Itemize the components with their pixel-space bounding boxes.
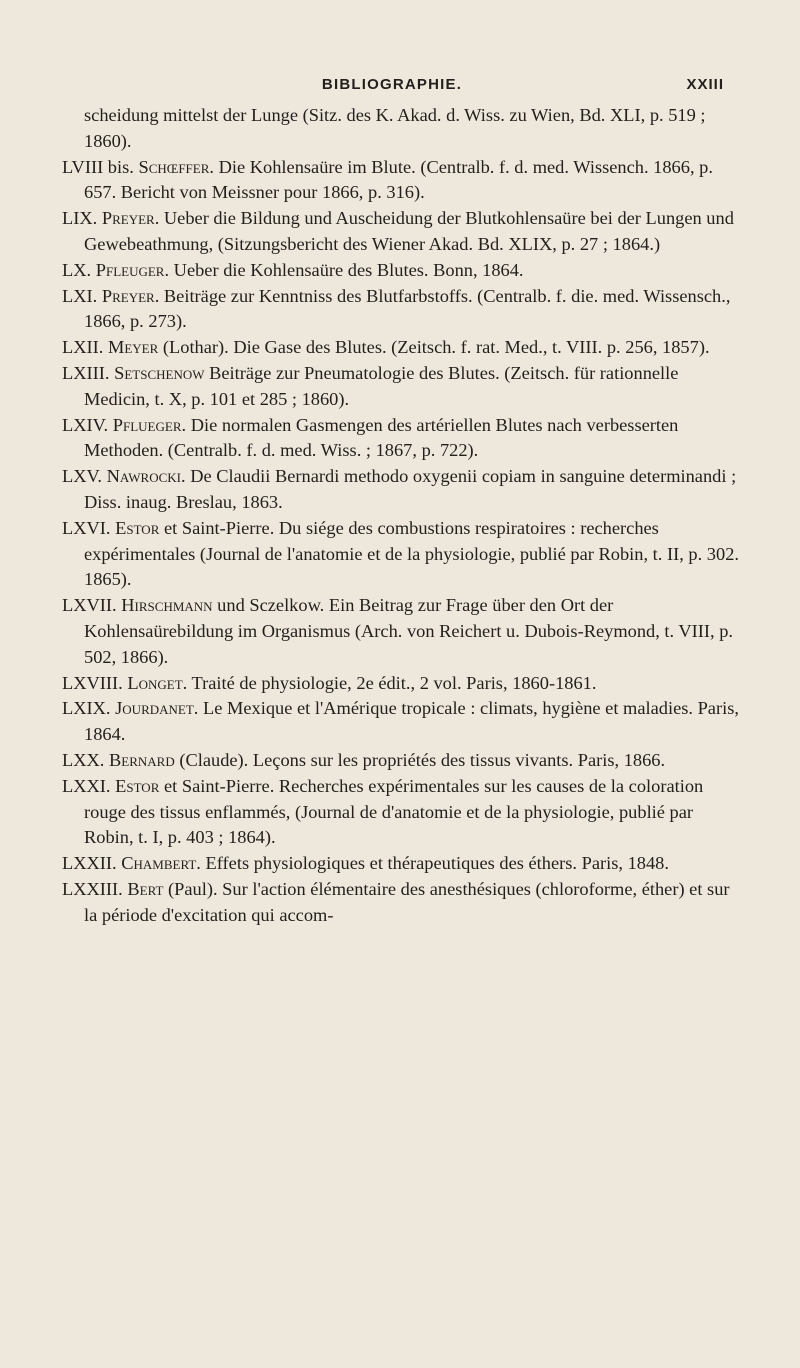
entry-id: LVIII bis. — [62, 156, 134, 177]
entry-id: LXI. — [62, 285, 98, 306]
entry-text: et Saint-Pierre. Du siége des combustions respiratoires : recherches expérimentales (Journal de l'anatomie et de la physiologie, publié par Robin, t. II, p. 302. 1865). — [84, 517, 739, 590]
entry-id: LXXI. — [62, 775, 111, 796]
entry-id: LIX. — [62, 208, 98, 229]
entry-lxiv — [62, 413, 740, 465]
entry-lxix — [62, 696, 740, 748]
entry-lxv — [62, 464, 740, 516]
running-header — [60, 76, 724, 102]
running-title: BIBLIOGRAPHIE. — [321, 76, 463, 93]
page-number: XXIII — [686, 76, 724, 93]
entry-author: Setschenow — [114, 362, 205, 383]
entry-id: LXX. — [62, 749, 105, 770]
entry-text: (Paul). Sur l'action élémentaire des anesthésiques (chloroforme, éther) et sur la période d'excitation qui accom- — [84, 878, 730, 925]
entry-lxxiii — [62, 877, 740, 929]
entry-lxii — [62, 335, 740, 361]
entry-text: De Claudii Bernardi methodo oxygenii copiam in sanguine determinandi ; Diss. inaug. Breslau, 1863. — [84, 466, 737, 512]
entry-text: Effets physiologiques et thérapeutiques des éthers. Paris, 1848. — [205, 853, 669, 874]
entry-lxvii — [62, 593, 740, 670]
entry-text: und Sczelkow. Ein Beitrag zur Frage über den Ort der Kohlensaürebildung im Organismus (Arch. von Reichert u. Dubois-Reymond, t. VIII, p. 502, 1866). — [84, 595, 734, 667]
entry-author: Estor — [115, 517, 160, 538]
entry-author: Pfleuger. — [95, 259, 170, 280]
entry-lviii-bis — [62, 155, 740, 207]
entry-author: Estor — [115, 775, 160, 796]
entry-lx — [62, 258, 740, 284]
entry-id: LXV. — [62, 466, 103, 487]
entry-text: Ueber die Bildung und Auscheidung der Blutkohlensaüre bei der Lungen und Gewebeathmung, (Sitzungsbericht des Wiener Akad. Bd. XLIX, p. 27 ; 1864.) — [84, 208, 734, 254]
entry-author: Jourdanet. — [115, 698, 199, 719]
entry-lxviii — [62, 671, 740, 697]
entry-id: LXVII. — [62, 595, 117, 616]
entry-id: LXXII. — [62, 853, 117, 874]
entry-lxx — [62, 748, 740, 774]
entry-text: (Lothar). Die Gase des Blutes. (Zeitsch. f. rat. Med., t. VIII. p. 256, 1857). — [162, 337, 710, 358]
entry-id: LXXIII. — [62, 878, 123, 899]
entry-id: LXVI. — [62, 517, 111, 538]
entry-text: scheidung mittelst der Lunge (Sitz. des K. Akad. d. Wiss. zu Wien, Bd. XLI, p. 519 ; 1860). — [84, 105, 706, 151]
entry-lxvi — [62, 516, 740, 593]
entry-id: LXIII. — [62, 362, 110, 383]
entry-author: Chambert. — [121, 853, 201, 874]
entry-id: LX. — [62, 259, 92, 280]
entry-author: Schœffer. — [138, 156, 214, 177]
entry-text: Ueber die Kohlensaüre des Blutes. Bonn, 1864. — [173, 259, 524, 280]
entry-text: Beiträge zur Kenntniss des Blutfarbstoffs. (Centralb. f. die. med. Wissensch., 1866, p. 273). — [84, 285, 731, 332]
entry-author: Pflueger. — [112, 414, 187, 435]
entry-author: Bernard — [109, 749, 175, 770]
entry-id: LXIX. — [62, 698, 111, 719]
entry-text: Die Kohlensaüre im Blute. (Centralb. f. d. med. Wissench. 1866, p. 657. Bericht von Meissner pour 1866, p. 316). — [84, 156, 713, 203]
bibliography-list — [62, 103, 740, 929]
entry-author: Meyer — [107, 337, 159, 358]
entry-lxxii — [62, 851, 740, 877]
entry-author: Preyer. — [101, 208, 160, 229]
entry-author: Nawrocki. — [106, 466, 186, 487]
entry-lxiii — [62, 361, 740, 413]
entry-lxi — [62, 284, 740, 336]
entry-lxxi — [62, 774, 740, 851]
entry-author: Preyer. — [101, 285, 160, 306]
entry-continuation — [62, 103, 740, 155]
entry-author: Hirschmann — [121, 595, 213, 616]
entry-text: Beiträge zur Pneumatologie des Blutes. (Zeitsch. für rationnelle Medicin, t. X, p. 101 et 285 ; 1860). — [84, 362, 679, 409]
entry-text: Traité de physiologie, 2e édit., 2 vol. Paris, 1860-1861. — [191, 672, 597, 693]
entry-text: (Claude). Leçons sur les propriétés des tissus vivants. Paris, 1866. — [179, 749, 666, 770]
entry-text: Le Mexique et l'Amérique tropicale : climats, hygiène et maladies. Paris, 1864. — [84, 698, 739, 745]
entry-author: Longet. — [127, 672, 188, 693]
entry-id: LXII. — [62, 337, 104, 358]
entry-author: Bert — [127, 878, 164, 899]
entry-text: et Saint-Pierre. Recherches expérimentales sur les causes de la coloration rouge des tissus enflammés, (Journal de d'anatomie et de la physiologie, publié par Robin, t. I, p. 403 ; 1864). — [84, 775, 704, 848]
entry-id: LXVIII. — [62, 672, 123, 693]
entry-lix — [62, 206, 740, 258]
entry-id: LXIV. — [62, 414, 109, 435]
entry-text: Die normalen Gasmengen des artériellen Blutes nach verbesserten Methoden. (Centralb. f. d. med. Wiss. ; 1867, p. 722). — [84, 414, 679, 461]
